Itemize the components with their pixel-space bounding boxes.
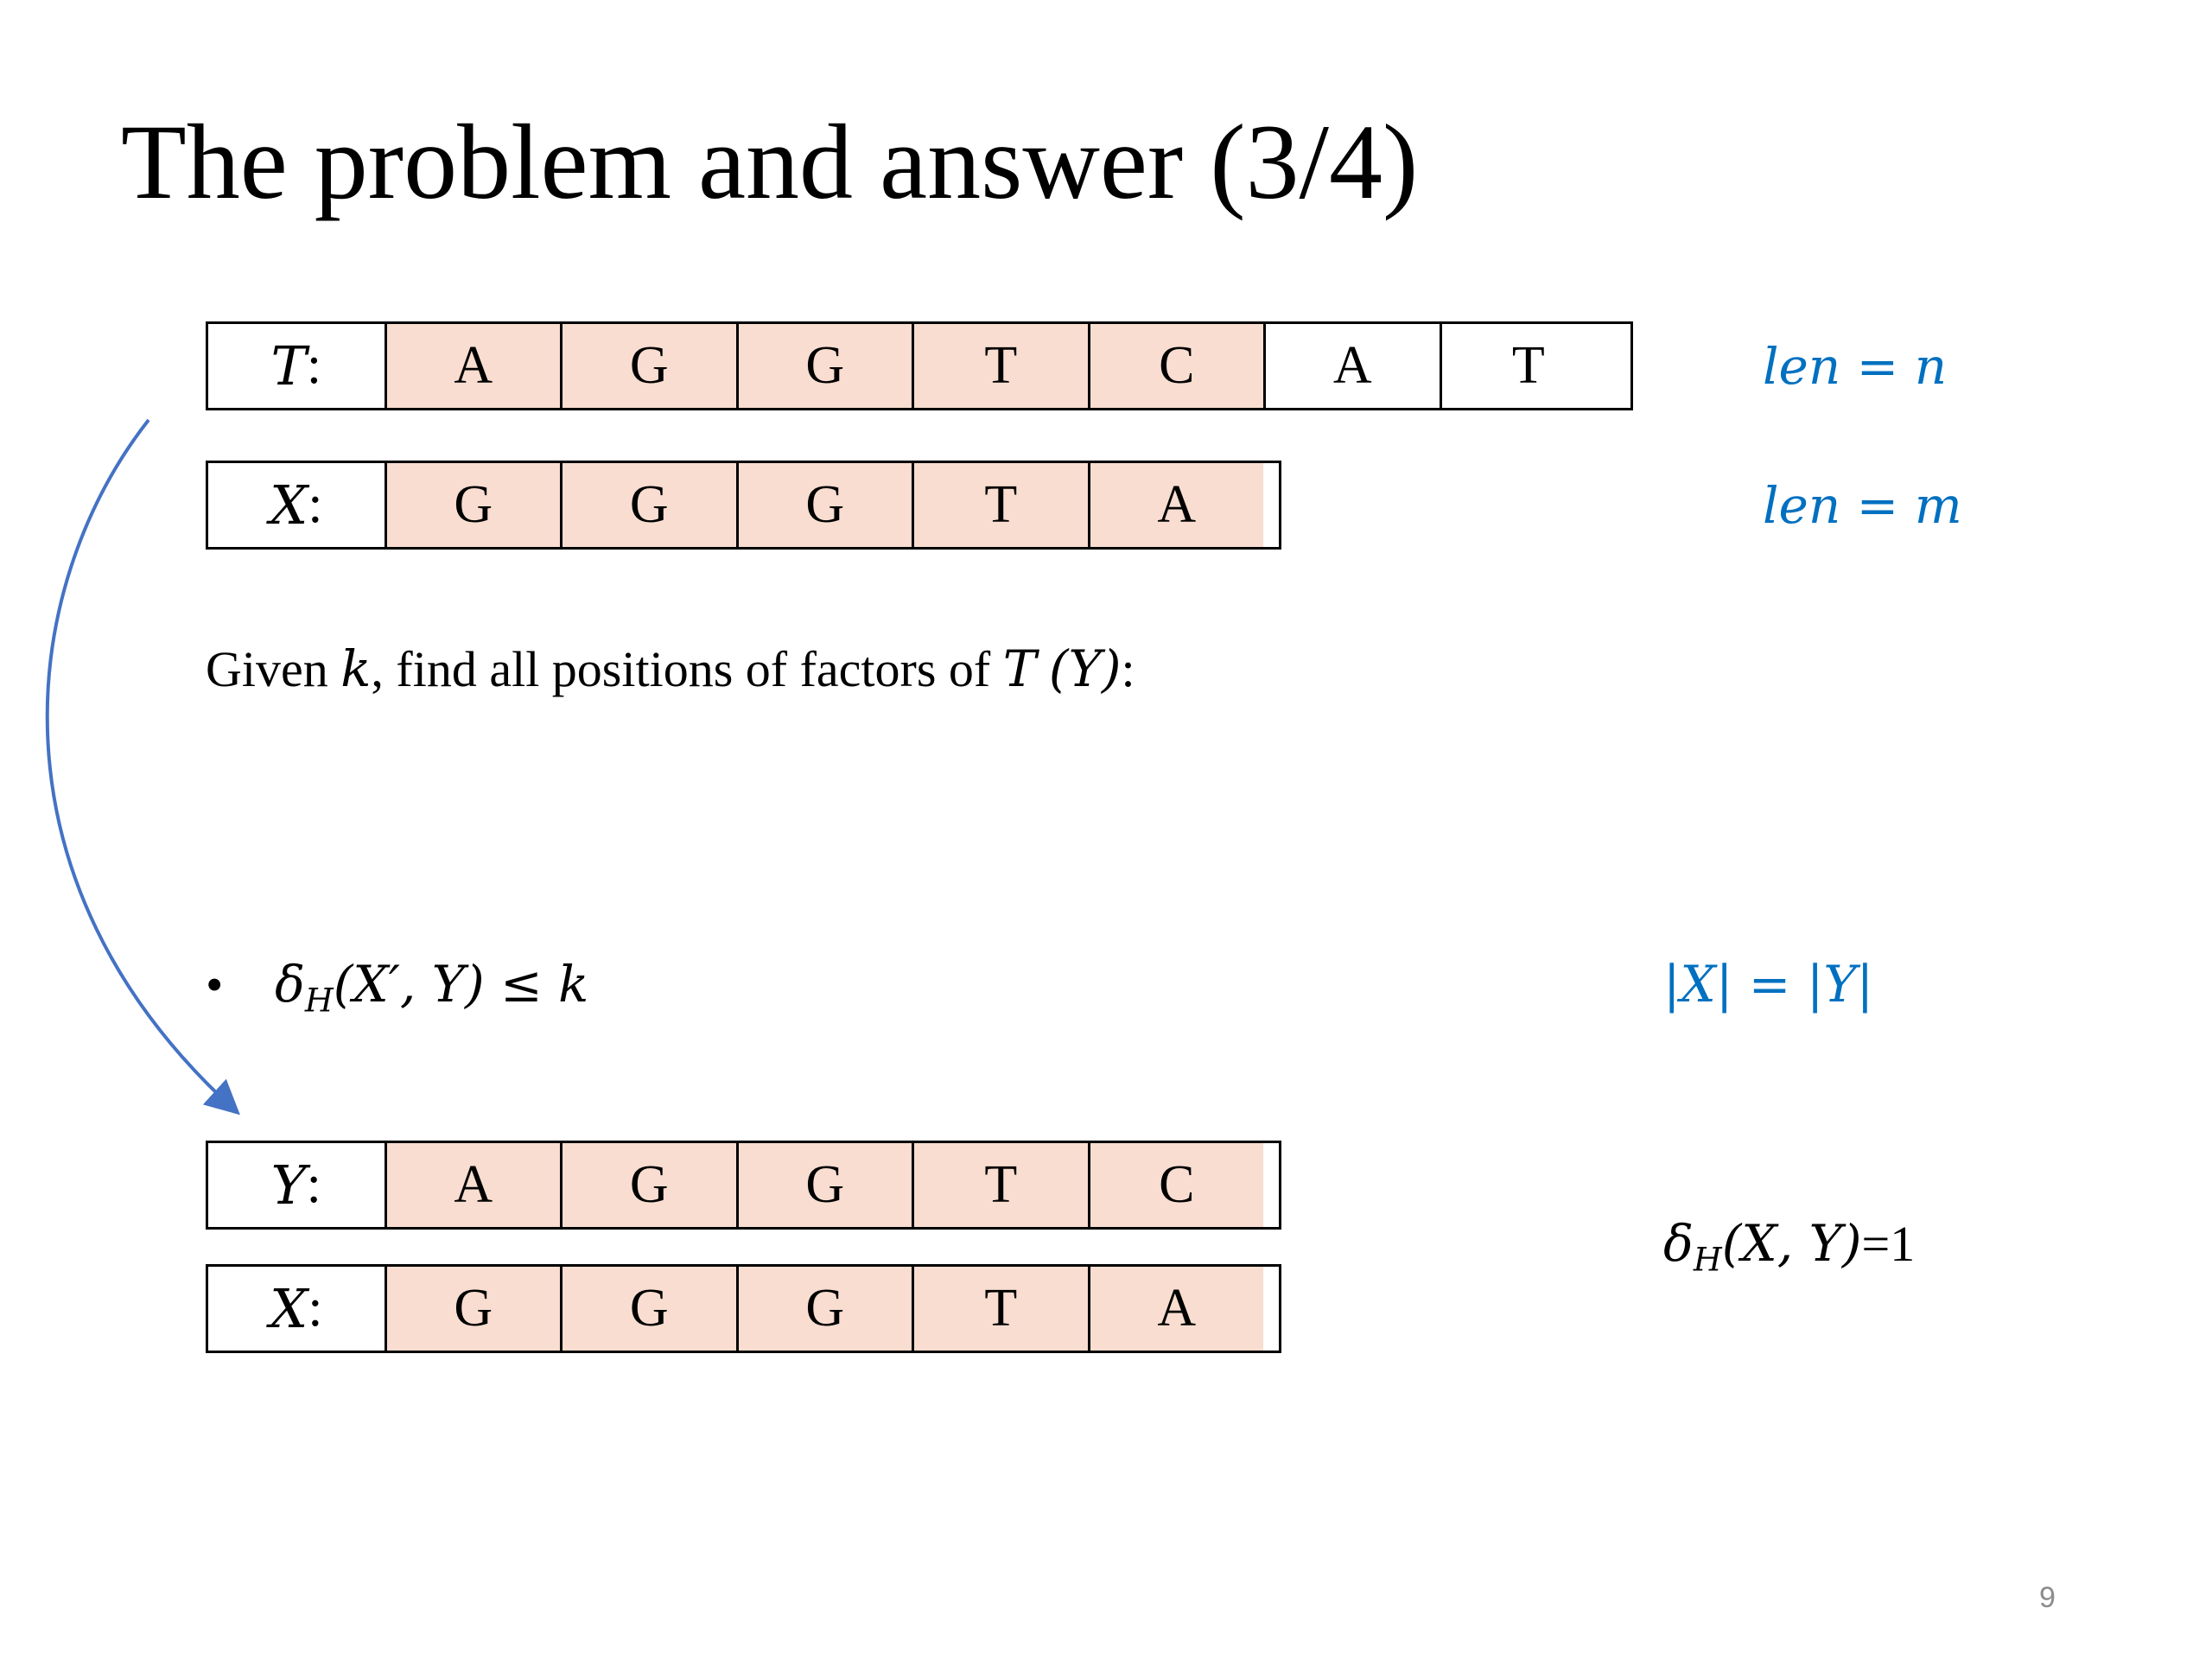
slide-title: The problem and answer (3/4) (121, 103, 1419, 221)
row-label-colon: : (306, 336, 322, 395)
sequence-cell: A (1088, 463, 1264, 547)
delta-symbol: δ (275, 955, 305, 1014)
arrow-path (48, 420, 235, 1110)
sequence-cell: T (912, 1267, 1088, 1351)
note-len-n: len = n (1763, 337, 1948, 396)
row-label-colon: : (308, 1279, 323, 1338)
sequence-cell: A (1088, 1267, 1264, 1351)
sequence-cell: T (912, 1143, 1088, 1227)
bullet-dot: • (206, 957, 224, 1013)
find-text: , find all positions of factors of (371, 641, 991, 697)
sequence-cell: G (736, 1267, 912, 1351)
sequence-cell: C (1088, 1143, 1264, 1227)
sequence-cell: T (912, 463, 1088, 547)
sequence-cell: G (560, 324, 736, 408)
condition-expr: (X′, Y) ≤ k (333, 955, 589, 1014)
row-label-symbol: X (270, 1277, 308, 1340)
sequence-cell: A (1263, 324, 1440, 408)
row-label-symbol: T (270, 334, 307, 397)
sequence-cell: G (560, 463, 736, 547)
note-len-m: len = m (1763, 476, 1962, 535)
delta-subscript: H (1693, 1240, 1722, 1279)
hamming-value: =1 (1861, 1216, 1916, 1272)
colon: : (1121, 641, 1135, 697)
sequence-cell: G (385, 1267, 561, 1351)
k-symbol: k (340, 639, 372, 698)
sequence-cell: G (736, 463, 912, 547)
sequence-cell: G (736, 324, 912, 408)
delta-symbol: δ (1663, 1214, 1694, 1273)
sequence-cell: T (1440, 324, 1616, 408)
t-symbol: T (1002, 639, 1037, 698)
note-length-equality: |X| = |Y| (1663, 955, 1874, 1014)
sequence-cell: T (912, 324, 1088, 408)
page-number: 9 (2039, 1581, 2056, 1614)
row-label-colon: : (306, 1155, 321, 1214)
given-text: Given (206, 641, 328, 697)
hamming-expr: (X, Y) (1721, 1214, 1862, 1273)
sequence-cell: G (560, 1267, 736, 1351)
sequence-cell: G (385, 463, 561, 547)
sequence-cell: A (385, 1143, 561, 1227)
row-label-colon: : (308, 475, 323, 534)
row-label-symbol: X (270, 474, 308, 537)
sequence-cell: G (560, 1143, 736, 1227)
row-label-symbol: Y (270, 1154, 307, 1217)
y-symbol: (Y) (1048, 639, 1122, 698)
sequence-cell: C (1088, 324, 1264, 408)
sequence-cell: G (736, 1143, 912, 1227)
sequence-cell: A (385, 324, 561, 408)
delta-subscript: H (304, 981, 334, 1020)
